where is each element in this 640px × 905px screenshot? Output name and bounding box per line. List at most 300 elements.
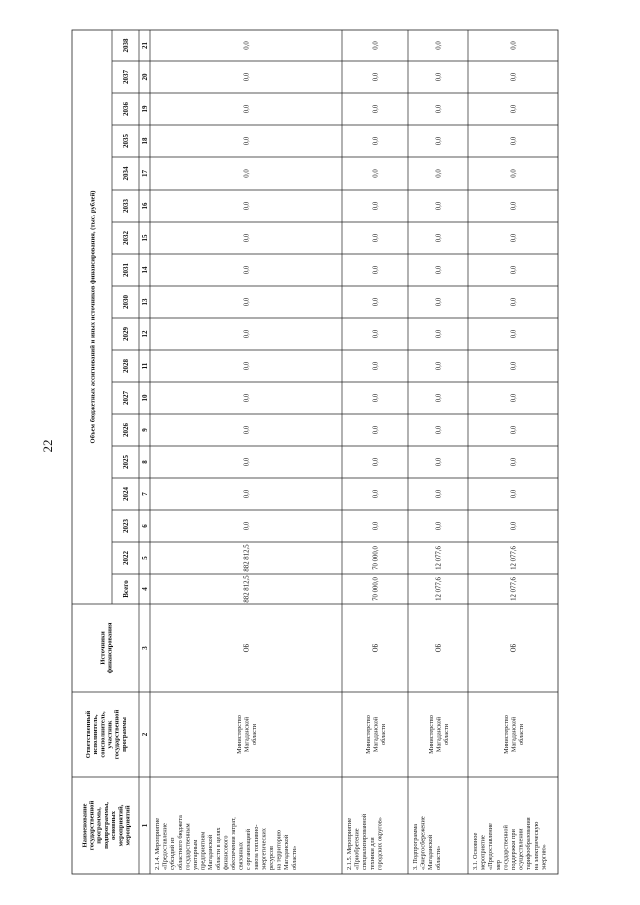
row-value-cell [372,297,379,306]
row-value-2033: 0,0 [435,201,443,211]
row-value-2035: 0,0 [243,136,251,146]
year-header-2030-text: 2030 [121,295,130,309]
col-number-1 [141,823,149,827]
row-executor-line: Министерство [365,715,372,754]
row-value-2030: 0,0 [510,297,518,307]
row-value-cell [510,297,517,306]
row-name-line: завоза топливно- [252,824,260,870]
row-executor-line: области [379,723,387,746]
year-header-2024 [122,487,130,502]
col-number-5 [141,556,149,560]
header-budget-title-text: Объем бюджетных ассигнований и иных источников финансирования, (тыс. рублей) [89,190,97,444]
row-value-2030: 0,0 [243,297,251,307]
row-executor-line: Магаданской [372,716,380,753]
row-value-cell [510,489,517,498]
row-value-2037: 0,0 [372,72,380,82]
col-number-16-text: 16 [140,202,149,210]
year-header-2028 [122,359,130,374]
col-number-7-text: 7 [140,492,149,496]
col-number-8-text: 8 [140,460,149,464]
row-value-2033: 0,0 [372,201,380,211]
header-executor-line: соисполнитель, [99,711,107,758]
row-executor-line: области [250,723,258,746]
header-name-line: Наименование [81,803,89,848]
row-source [243,643,250,652]
row-value-cell [243,361,250,370]
row-value-2035: 0,0 [435,136,443,146]
row-value-cell [510,72,517,81]
row-value-2032: 0,0 [510,233,518,243]
col-number-6 [141,524,149,528]
row-value-cell [243,104,250,113]
row-value-2033: 0,0 [243,201,251,211]
header-name [81,801,131,851]
row-value-2030: 0,0 [435,297,443,307]
row-executor [365,715,387,754]
row-value-cell [510,521,517,530]
row-value-2022: 882 812,5 [243,544,251,572]
year-header-2023-text: 2023 [121,519,130,533]
year-header-2026-text: 2026 [121,423,130,437]
row-name-line: унитарным [192,839,199,870]
row-value-cell [510,136,517,145]
row-value-2023: 0,0 [510,521,518,531]
row-value-2025: 0,0 [510,457,518,467]
row-value-2031: 0,0 [435,265,443,275]
col-number-14-text: 14 [140,266,149,274]
row-value-2023: 0,0 [435,521,443,531]
row-name-line: субсидий из [169,837,177,870]
row-name-line: энергетических [260,828,268,870]
row-value-cell [435,425,442,434]
col-number-10 [141,394,149,402]
year-header-2034-text: 2034 [121,166,130,181]
row-name-line: «Энергосбережение [419,816,427,870]
row-source [510,643,517,652]
year-header-Всего [122,580,130,598]
header-executor-line: программы [120,717,128,752]
row-source-text: ОБ [435,643,443,653]
row-name-line: энергию» [540,844,548,870]
row-value-Всего: 12 077,6 [510,577,518,601]
row-value-cell [510,577,517,601]
header-name-line: подпрограммы, [102,802,110,849]
row-name [154,815,298,870]
col-number-7 [141,492,149,496]
row-value-2027: 0,0 [435,393,443,403]
row-value-cell [243,233,250,242]
row-value-Всего: 70 000,0 [372,577,380,601]
header-executor-line: участник [106,720,114,749]
row-value-2023: 0,0 [372,521,380,531]
header-source-line: Источники [99,631,107,665]
row-value-cell [243,265,250,274]
table-frame [72,30,558,874]
col-number-3-text: 3 [140,646,149,650]
year-header-Всего-text: Всего [121,580,130,598]
row-name-line: 2.1.5. Мероприятие [346,817,353,870]
row-value-cell [243,425,250,434]
row-value-cell [435,393,442,402]
row-name-line: областного бюджета [176,815,184,870]
col-number-15-text: 15 [140,234,149,242]
row-value-2025: 0,0 [435,457,443,467]
col-number-8 [141,460,149,464]
row-name-line: области» [290,845,298,870]
row-value-cell [372,201,379,210]
row-value-cell [243,136,250,145]
row-value-cell [243,544,250,572]
row-value-2022: 12 077,6 [435,546,443,570]
col-number-19 [141,105,149,113]
row-value-cell [243,41,250,50]
row-value-cell [372,521,379,530]
row-name-line: специализированной [361,813,369,870]
col-number-18 [141,137,149,145]
col-number-2 [141,732,149,736]
row-name-line: тарифообразования [525,817,533,870]
row-source [435,643,442,652]
row-executor-line: Министерство [503,715,510,754]
row-value-cell [435,104,442,113]
table-row [412,41,450,870]
year-header-2035 [122,134,130,149]
row-name-line: государственной [502,825,510,870]
row-name-line: обеспечения затрат, [230,817,237,870]
col-number-19-text: 19 [140,105,149,113]
row-value-2038: 0,0 [510,41,518,50]
row-value-cell [435,457,442,466]
row-value-Всего: 882 812,5 [243,575,251,603]
row-value-cell [510,457,517,466]
row-value-2036: 0,0 [435,104,443,114]
col-number-21-text: 21 [140,42,149,49]
row-value-cell [372,329,379,338]
row-value-2028: 0,0 [372,361,380,371]
year-header-2038-text: 2038 [121,38,130,53]
col-number-1-text: 1 [140,823,149,828]
row-value-cell [372,546,379,570]
col-number-16 [141,202,149,210]
row-value-2036: 0,0 [372,104,380,114]
row-executor [428,715,450,754]
row-value-2034: 0,0 [243,169,251,178]
row-value-cell [435,201,442,210]
row-value-2036: 0,0 [510,104,518,114]
row-value-2026: 0,0 [435,425,443,435]
col-number-9-text: 9 [140,428,149,432]
row-value-2038: 0,0 [372,41,380,50]
row-name-line: государственным [184,823,192,870]
row-value-2024: 0,0 [435,489,443,499]
col-number-13 [141,298,149,306]
row-name-line: мер [494,860,502,870]
header-executor-line: Ответственный [84,710,92,759]
year-header-2025 [122,455,130,470]
row-value-2024: 0,0 [510,489,518,499]
row-value-2026: 0,0 [372,425,380,435]
col-number-5-text: 5 [140,556,149,560]
row-executor-line: Министерство [236,715,243,754]
header-name-line: мероприятий [124,805,132,846]
row-name-line: ресурсов [268,845,275,870]
col-number-21 [141,42,149,50]
row-executor-line: Магаданской [435,716,443,753]
row-name-line: с организацией [245,829,253,870]
row-value-2032: 0,0 [435,233,443,243]
table-row [472,41,547,870]
row-value-2032: 0,0 [372,233,380,243]
header-name-line: основных [110,811,118,840]
page-number: 22 [40,439,55,453]
year-header-2027 [122,391,130,406]
row-name-line: предприятиям [199,831,207,870]
row-value-cell [372,104,379,113]
row-name-line: на электрическую [532,821,540,870]
year-header-2038 [122,38,130,53]
row-name-line: Магаданской [207,834,215,870]
row-name-line: области» [434,845,442,870]
year-header-2032-text: 2032 [121,231,130,245]
row-executor-line: области [442,723,450,746]
row-value-2028: 0,0 [435,361,443,371]
col-number-12 [141,330,149,338]
row-name [346,813,383,870]
row-value-2023: 0,0 [243,521,251,531]
col-number-13-text: 13 [140,298,149,306]
row-value-2034: 0,0 [372,169,380,178]
year-header-2029 [122,327,130,342]
row-value-cell [435,546,442,570]
row-source-text: ОБ [510,643,518,653]
row-executor [236,715,258,754]
row-value-cell [510,233,517,242]
year-header-2022-text: 2022 [121,551,130,565]
row-value-cell [243,297,250,306]
row-value-cell [435,169,442,178]
row-name-line: «Предоставление [161,823,169,870]
row-value-2027: 0,0 [243,393,251,403]
row-value-2027: 0,0 [510,393,518,403]
year-header-2026 [122,423,130,438]
row-source [372,643,379,652]
row-value-cell [372,577,379,601]
year-header-2032 [122,231,130,246]
row-value-cell [435,136,442,145]
row-value-2029: 0,0 [510,329,518,339]
row-value-2025: 0,0 [243,457,251,467]
row-value-cell [510,104,517,113]
row-value-2038: 0,0 [243,41,251,50]
col-number-2-text: 2 [140,732,149,737]
row-value-cell [435,361,442,370]
year-header-2027-text: 2027 [121,391,130,405]
row-value-cell [435,41,442,50]
row-name-line: 3. Подпрограмма [412,824,419,870]
row-value-2029: 0,0 [435,329,443,339]
row-value-cell [435,329,442,338]
row-value-cell [510,329,517,338]
year-header-2036-text: 2036 [121,102,130,116]
row-value-cell [372,72,379,81]
year-header-2024-text: 2024 [121,487,130,501]
col-number-10-text: 10 [140,394,149,402]
row-value-2028: 0,0 [510,361,518,371]
col-number-6-text: 6 [140,524,149,528]
row-value-cell [243,489,250,498]
row-value-Всего: 12 077,6 [435,577,443,601]
row-value-cell [510,265,517,274]
col-number-20-text: 20 [140,73,149,81]
row-value-cell [372,393,379,402]
row-value-2037: 0,0 [243,72,251,82]
row-value-cell [510,425,517,434]
row-value-cell [372,265,379,274]
year-header-2034 [122,166,130,181]
row-value-2037: 0,0 [435,72,443,82]
row-value-2031: 0,0 [510,265,518,275]
row-value-2031: 0,0 [243,265,251,275]
year-header-2031-text: 2031 [121,263,130,277]
row-value-cell [510,361,517,370]
col-number-17 [141,170,149,178]
row-value-cell [372,361,379,370]
row-value-cell [435,577,442,601]
row-executor [503,715,525,754]
row-value-cell [510,393,517,402]
row-value-2033: 0,0 [510,201,518,211]
header-executor-line: исполнитель, [92,714,100,755]
row-value-cell [372,233,379,242]
year-header-2025-text: 2025 [121,455,130,469]
col-number-20 [141,73,149,81]
row-name-line: 2.1.4. Мероприятие [154,817,161,870]
table-row [346,41,387,870]
row-name-line: области в целях [214,827,222,870]
row-value-cell [243,329,250,338]
row-value-cell [243,457,250,466]
row-value-2025: 0,0 [372,457,380,467]
row-value-2026: 0,0 [510,425,518,435]
row-value-cell [372,425,379,434]
row-value-cell [435,521,442,530]
col-number-12-text: 12 [140,330,149,338]
year-header-2035-text: 2035 [121,134,130,148]
row-value-cell [243,575,250,603]
row-value-cell [435,233,442,242]
row-value-2027: 0,0 [372,393,380,403]
col-number-3 [141,646,149,650]
row-value-2024: 0,0 [243,489,251,499]
budget-table [72,30,558,874]
row-name [472,817,547,870]
col-number-17-text: 17 [140,170,149,177]
row-value-cell [372,489,379,498]
row-name-line: мероприятие [479,835,487,870]
col-number-14 [141,266,149,274]
row-executor-line: области [517,723,525,746]
year-header-2022 [122,551,130,566]
row-name-line: городских округов» [376,817,384,870]
row-value-cell [510,201,517,210]
year-header-2036 [122,102,130,117]
header-budget-title [89,191,96,444]
row-value-cell [435,297,442,306]
year-header-2023 [122,519,130,534]
row-name-line: техники для [368,837,376,870]
header-name-line: программы, [95,807,103,844]
row-value-cell [372,41,379,50]
year-header-2033-text: 2033 [121,199,130,213]
row-value-cell [510,546,517,570]
row-value-2029: 0,0 [243,329,251,339]
row-name-line: Магаданской [283,834,291,870]
row-value-2035: 0,0 [372,136,380,146]
row-value-cell [510,169,517,178]
row-value-2022: 70 000,0 [372,546,380,570]
row-name-line: Магаданской [427,834,435,870]
col-number-18-text: 18 [140,137,149,145]
row-value-2026: 0,0 [243,425,251,435]
row-value-2028: 0,0 [243,361,251,371]
year-header-2030 [122,295,130,310]
row-name-line: «Предоставление [487,823,495,870]
row-name [412,816,442,870]
row-value-2024: 0,0 [372,489,380,499]
header-executor-line: государственной [113,709,121,760]
row-value-cell [243,72,250,81]
row-executor-line: Магаданской [510,716,518,753]
row-value-2037: 0,0 [510,72,518,82]
header-source-line: финансирования [106,622,114,674]
row-value-2032: 0,0 [243,233,251,243]
row-value-cell [435,489,442,498]
header-executor [85,710,128,760]
row-source-text: ОБ [243,643,251,653]
row-value-2035: 0,0 [510,136,518,146]
row-value-2038: 0,0 [435,41,443,50]
row-value-cell [243,201,250,210]
col-number-4 [141,587,149,591]
row-value-2022: 12 077,6 [510,546,518,570]
header-source [99,622,113,673]
row-value-cell [510,41,517,50]
row-value-cell [243,521,250,530]
row-name-line: 3.1. Основное [472,832,479,870]
row-value-cell [435,72,442,81]
row-value-2029: 0,0 [372,329,380,339]
row-name-line: осуществлении [517,828,525,870]
row-value-cell [372,457,379,466]
row-name-line: финансового [222,835,230,870]
year-header-2031 [122,263,130,278]
row-value-2034: 0,0 [510,169,518,178]
row-value-cell [372,136,379,145]
row-name-line: на территорию [275,830,283,870]
row-value-2030: 0,0 [372,297,380,307]
row-value-2034: 0,0 [435,169,443,178]
row-source-text: ОБ [372,643,380,653]
row-name-line: связанных [237,842,245,870]
col-number-11 [141,362,149,369]
col-number-11-text: 11 [140,362,149,370]
year-header-2037-text: 2037 [121,70,130,84]
row-value-2031: 0,0 [372,265,380,275]
row-name-line: поддержки при [510,829,517,870]
header-name-line: мероприятий, [117,804,125,847]
col-number-15 [141,234,149,242]
row-value-2036: 0,0 [243,104,251,114]
